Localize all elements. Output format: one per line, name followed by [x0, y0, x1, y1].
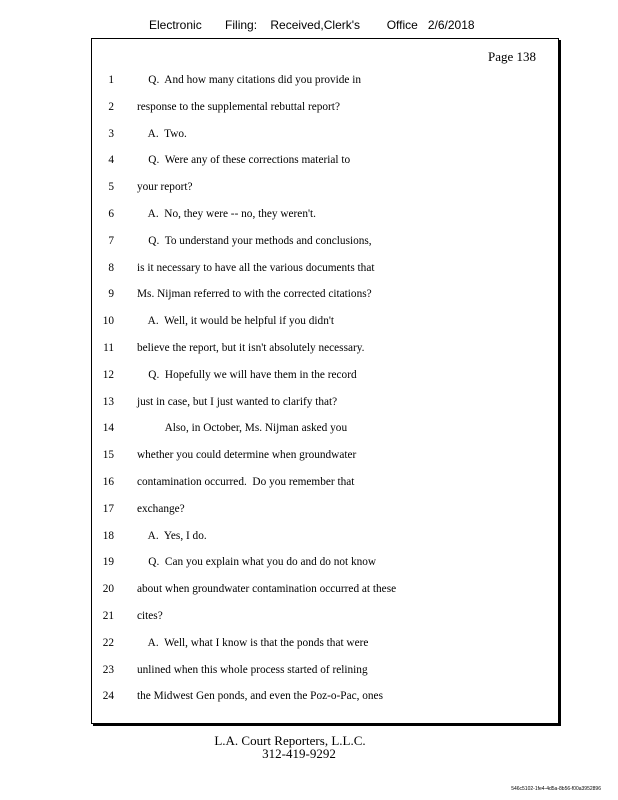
filing-date: 2/6/2018 — [427, 18, 475, 32]
line-text: Also, in October, Ms. Nijman asked you — [137, 422, 348, 435]
line-number: 4 — [108, 154, 114, 167]
filing-received: Received,Clerk's — [270, 18, 361, 32]
line-text: Q. Were any of these corrections material to — [137, 154, 351, 167]
line-number: 19 — [102, 556, 114, 569]
line-number: 14 — [102, 422, 114, 435]
line-text: whether you could determine when groundwater — [137, 449, 357, 462]
line-number: 8 — [108, 261, 114, 274]
line-number: 1 — [108, 74, 114, 86]
line-text: A. No, they were -- no, they weren't. — [137, 208, 316, 220]
line-number: 6 — [108, 208, 114, 220]
page-number: Page 138 — [487, 49, 536, 64]
line-number: 10 — [102, 315, 114, 328]
line-text: exchange? — [137, 502, 185, 515]
line-number: 12 — [102, 368, 114, 381]
line-number: 15 — [102, 449, 114, 462]
line-number: 7 — [108, 234, 114, 247]
line-text: is it necessary to have all the various documents that — [137, 261, 375, 274]
footer-reporter: L.A. Court Reporters, L.L.C. — [214, 733, 366, 748]
line-text: cites? — [137, 610, 163, 622]
footer-phone: 312-419-9292 — [262, 746, 336, 761]
line-number: 22 — [102, 636, 114, 649]
line-text: A. Two. — [137, 127, 187, 140]
line-text: Q. Hopefully we will have them in the record — [137, 368, 357, 381]
line-text: response to the supplemental rebuttal report? — [137, 100, 340, 113]
line-text: about when groundwater contamination occurred at these — [137, 583, 397, 596]
line-text: Q. To understand your methods and conclusions, — [137, 234, 372, 247]
line-number: 24 — [102, 690, 114, 703]
line-number: 23 — [102, 663, 114, 676]
filing-office: Office — [386, 18, 418, 32]
line-text: your report? — [137, 181, 193, 194]
line-text: Ms. Nijman referred to with the corrected citations? — [137, 288, 372, 301]
line-number: 17 — [102, 502, 114, 515]
line-number: 5 — [108, 181, 114, 194]
line-number: 16 — [102, 476, 114, 488]
line-text: Q. And how many citations did you provide in — [137, 74, 362, 86]
filing-label: Filing: — [225, 18, 258, 32]
line-text: Q. Can you explain what you do and do not know — [137, 556, 377, 569]
line-text: just in case, but I just wanted to clarify that? — [137, 395, 338, 408]
line-number: 3 — [108, 127, 114, 140]
line-text: unlined when this whole process started of relining — [137, 663, 368, 676]
line-text: A. Yes, I do. — [137, 529, 207, 542]
line-text: the Midwest Gen ponds, and even the Poz-o-Pac, ones — [137, 690, 383, 703]
line-number: 13 — [102, 395, 114, 408]
line-number: 18 — [102, 529, 114, 542]
line-text: contamination occurred. Do you remember that — [137, 476, 355, 488]
document-hash: 546c5102-1fe4-4d5a-8b56-f00a3952896 — [511, 786, 601, 792]
line-number: 20 — [102, 583, 114, 596]
filing-stamp-header — [149, 18, 475, 32]
filing-electronic: Electronic — [149, 18, 202, 32]
line-number: 2 — [108, 100, 114, 113]
line-number: 21 — [102, 610, 114, 622]
line-number: 11 — [103, 342, 114, 354]
line-text: A. Well, it would be helpful if you didn't — [137, 315, 335, 328]
line-text: believe the report, but it isn't absolutely necessary. — [137, 342, 365, 354]
line-text: A. Well, what I know is that the ponds that were — [137, 636, 369, 649]
line-number: 9 — [108, 288, 114, 301]
